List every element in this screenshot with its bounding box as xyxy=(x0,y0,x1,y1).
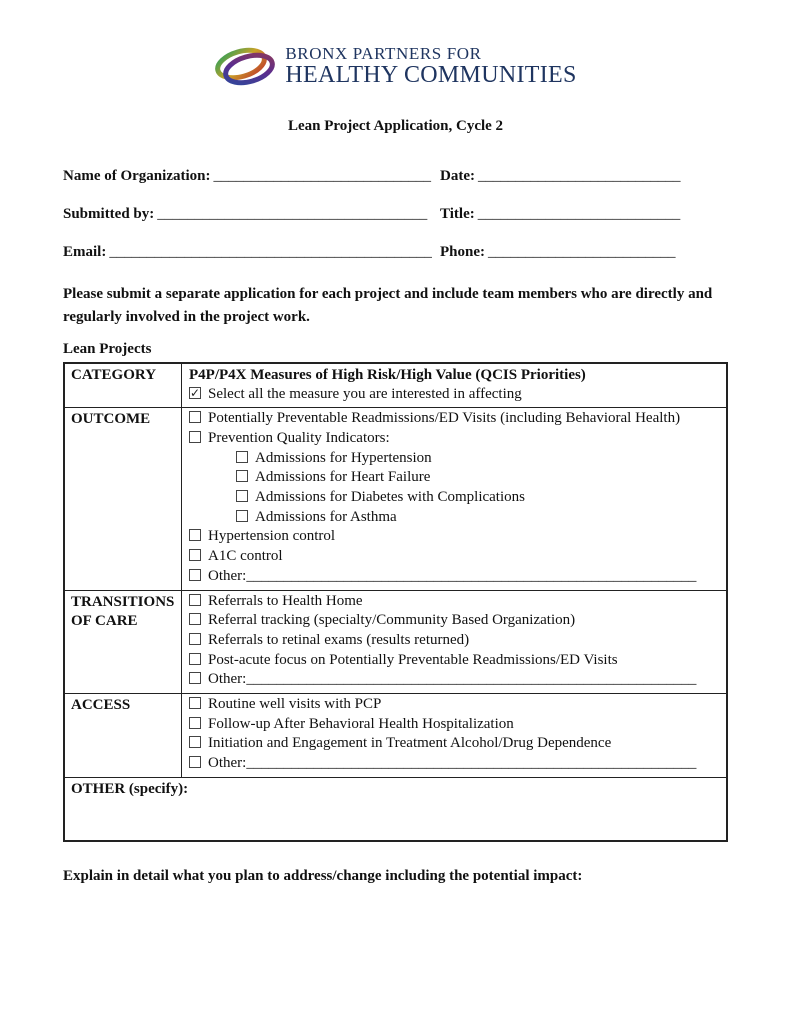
checkbox-label: Other: xyxy=(208,567,247,584)
logo-line-1: BRONX PARTNERS FOR xyxy=(285,43,482,63)
phone-label: Phone: xyxy=(440,244,485,260)
category-cell xyxy=(182,364,726,408)
title-blank[interactable]: ___________________________ xyxy=(477,206,681,222)
field-submitted-by xyxy=(63,205,440,224)
logo-rings-icon xyxy=(214,41,276,93)
checkbox-icon[interactable] xyxy=(189,633,201,645)
checkbox-item-other xyxy=(189,754,722,774)
access-cell xyxy=(182,694,726,777)
explain-prompt: Explain in detail what you plan to address/change including the potential impact: xyxy=(63,867,583,884)
checkbox-icon[interactable] xyxy=(189,736,201,748)
submitted-by-blank[interactable]: ____________________________________ xyxy=(157,206,428,222)
checkbox-item xyxy=(189,488,722,508)
table-row-transitions-of-care xyxy=(65,590,726,694)
checkbox-icon[interactable] xyxy=(189,717,201,729)
table-row-outcome xyxy=(65,407,726,589)
field-phone xyxy=(440,243,728,262)
checkbox-label: Admissions for Hypertension xyxy=(255,449,432,466)
checkbox-label: Initiation and Engagement in Treatment Alcohol/Drug Dependence xyxy=(208,735,612,752)
checkbox-label: Follow-up After Behavioral Health Hospitalization xyxy=(208,715,514,732)
field-email xyxy=(63,243,440,262)
table-row-other-specify[interactable] xyxy=(65,777,726,840)
checkbox-icon[interactable] xyxy=(189,431,201,443)
checkbox-label: Admissions for Asthma xyxy=(255,508,397,525)
checkbox-item xyxy=(189,449,722,469)
checkbox-item xyxy=(189,385,722,405)
checkbox-label: Other: xyxy=(208,671,247,688)
date-blank[interactable]: ___________________________ xyxy=(477,168,681,184)
checkbox-item xyxy=(189,611,722,631)
checkbox-label: Post-acute focus on Potentially Preventable Readmissions/ED Visits xyxy=(208,651,618,668)
checkbox-item xyxy=(189,547,722,567)
instructions-text: Please submit a separate application for each project and include team members who are directly and regularly involved in the project work. xyxy=(63,286,713,326)
other-blank[interactable]: ____________________________________________________________ xyxy=(246,755,697,772)
checkbox-label: A1C control xyxy=(208,548,283,565)
checkbox-icon[interactable] xyxy=(189,697,201,709)
checkbox-item-other xyxy=(189,567,722,587)
table-row-access xyxy=(65,693,726,777)
checkbox-item xyxy=(189,508,722,528)
outcome-row-label: OUTCOME xyxy=(65,408,182,589)
access-row-label: ACCESS xyxy=(65,694,182,777)
checkbox-icon[interactable] xyxy=(236,510,248,522)
checkbox-icon[interactable] xyxy=(236,470,248,482)
checkbox-label: Other: xyxy=(208,755,247,772)
org-logo xyxy=(63,40,728,94)
checkbox-item xyxy=(189,631,722,651)
name-of-organization-blank[interactable]: _____________________________ xyxy=(213,168,431,184)
checkbox-label: Prevention Quality Indicators: xyxy=(208,429,390,446)
field-title xyxy=(440,205,728,224)
checkbox-icon[interactable] xyxy=(236,490,248,502)
checkbox-icon[interactable] xyxy=(189,529,201,541)
checkbox-label: Referral tracking (specialty/Community Based Organization) xyxy=(208,612,576,629)
submitted-by-label: Submitted by: xyxy=(63,206,155,222)
checkbox-label: Admissions for Heart Failure xyxy=(255,469,431,486)
checkbox-item xyxy=(189,651,722,671)
checkbox-label: Select all the measure you are interested in affecting xyxy=(208,385,522,402)
phone-blank[interactable]: _________________________ xyxy=(488,244,676,260)
checkbox-item xyxy=(189,468,722,488)
page-title: Lean Project Application, Cycle 2 xyxy=(287,118,504,134)
checkbox-label: Admissions for Diabetes with Complications xyxy=(255,489,525,506)
checkbox-label: Referrals to retinal exams (results returned) xyxy=(208,631,470,648)
lean-projects-heading: Lean Projects xyxy=(63,340,152,357)
title-label: Title: xyxy=(440,206,475,222)
table-row-category xyxy=(65,364,726,408)
lean-projects-table xyxy=(63,362,728,842)
checkbox-item xyxy=(189,715,722,735)
checkbox-item-other xyxy=(189,670,722,690)
checkbox-item xyxy=(189,734,722,754)
field-row xyxy=(63,167,728,186)
checkbox-label: Routine well visits with PCP xyxy=(208,696,382,713)
transitions-row-label: TRANSITIONS OF CARE xyxy=(65,591,182,694)
email-label: Email: xyxy=(63,244,107,260)
checkbox-icon[interactable] xyxy=(189,756,201,768)
transitions-cell xyxy=(182,591,726,694)
category-row-label: CATEGORY xyxy=(65,364,182,408)
logo-line-2: HEALTHY COMMUNITIES xyxy=(285,62,577,89)
checkbox-icon[interactable] xyxy=(189,594,201,606)
contact-fields xyxy=(63,167,728,262)
other-specify-label: OTHER (specify): xyxy=(71,780,189,797)
checkbox-item xyxy=(189,527,722,547)
other-blank[interactable]: ____________________________________________________________ xyxy=(246,671,697,688)
checkbox-icon[interactable] xyxy=(236,451,248,463)
category-header: P4P/P4X Measures of High Risk/High Value (QCIS Priorities) xyxy=(189,366,586,383)
field-row xyxy=(63,243,728,262)
checkbox-item xyxy=(189,695,722,715)
checkbox-icon[interactable] xyxy=(189,569,201,581)
logo-text xyxy=(285,45,576,89)
checkbox-icon[interactable] xyxy=(189,672,201,684)
other-blank[interactable]: ____________________________________________________________ xyxy=(246,567,697,584)
checkbox-icon[interactable] xyxy=(189,613,201,625)
field-date xyxy=(440,167,728,186)
outcome-cell xyxy=(182,408,726,589)
checkbox-icon[interactable] xyxy=(189,411,201,423)
checkbox-label: Hypertension control xyxy=(208,528,336,545)
checkbox-item xyxy=(189,429,722,449)
checkbox-icon[interactable] xyxy=(189,653,201,665)
checkbox-item xyxy=(189,592,722,612)
email-blank[interactable]: ___________________________________________ xyxy=(109,244,432,260)
checkbox-item xyxy=(189,409,722,429)
field-row xyxy=(63,205,728,224)
checkbox-label: Referrals to Health Home xyxy=(208,592,363,609)
date-label: Date: xyxy=(440,168,475,184)
checkbox-checked-icon[interactable] xyxy=(189,387,201,399)
name-of-organization-label: Name of Organization: xyxy=(63,168,211,184)
checkbox-icon[interactable] xyxy=(189,549,201,561)
field-name-of-organization xyxy=(63,167,440,186)
checkbox-label: Potentially Preventable Readmissions/ED Visits (including Behavioral Health) xyxy=(208,410,681,427)
